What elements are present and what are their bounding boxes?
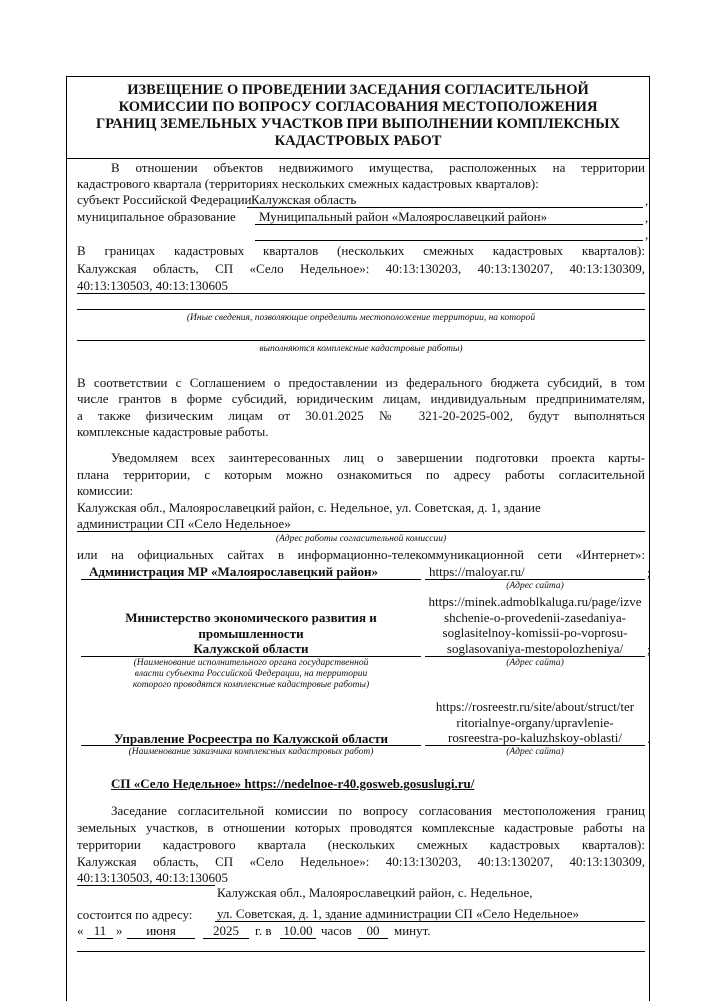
site-1-name: Администрация МР «Малоярославецкий район»: [89, 564, 379, 579]
site-2-name: [81, 610, 421, 657]
comma: ,: [645, 227, 649, 242]
site-3-url-hint: (Адрес сайта): [506, 747, 564, 757]
meeting-line-4: Калужская область, СП «Село Недельное»: 40:13:130203, 40:13:130207, 40:13:130309,: [77, 854, 645, 869]
notice-title: [67, 78, 649, 159]
meeting-month: июня: [146, 923, 176, 938]
year-suffix: г. в: [255, 923, 272, 938]
intro-line-2: кадастрового квартала (территориях нескольких смежных кадастровых кварталов):: [77, 176, 539, 191]
blank-underline: [255, 240, 643, 241]
title-line: КОМИССИИ ПО ВОПРОСУ СОГЛАСОВАНИЯ МЕСТОПОЛОЖЕНИЯ: [118, 99, 598, 115]
title-line: ИЗВЕЩЕНИЕ О ПРОВЕДЕНИИ ЗАСЕДАНИЯ СОГЛАСИТЕЛЬНОЙ: [127, 82, 589, 98]
underline: [280, 938, 316, 939]
notice-address-1: Калужская обл., Малоярославецкий район, с. Недельное, ул. Советская, д. 1, здание: [77, 500, 541, 515]
underline: [77, 293, 645, 294]
underline: [77, 951, 645, 952]
punct: ;: [647, 642, 651, 657]
notice-address-2: администрации СП «Село Недельное»: [77, 516, 291, 531]
notice-line-2: плана территории, с которым можно ознакомиться по адресу работы согласительной: [77, 467, 645, 482]
hint-other-2: выполняются комплексные кадастровые работы): [259, 344, 463, 354]
agreement-line-4: комплексные кадастровые работы.: [77, 424, 269, 439]
underline: [87, 938, 113, 939]
site-3-name-hint: (Наименование заказчика комплексных кадастровых работ): [128, 747, 374, 757]
title-line: ГРАНИЦ ЗЕМЕЛЬНЫХ УЧАСТКОВ ПРИ ВЫПОЛНЕНИИ КОМПЛЕКСНЫХ: [95, 116, 621, 132]
punct: ;: [647, 565, 651, 580]
subject-value: Калужская область: [251, 192, 357, 207]
site-1-url[interactable]: https://maloyar.ru/: [429, 564, 525, 579]
hint-line: (Наименование исполнительного органа государственной: [133, 658, 369, 668]
underline: [358, 938, 388, 939]
underline: [77, 309, 645, 310]
municipal-label: муниципальное образование: [77, 209, 236, 224]
url-line: shchenie-o-provedenii-zasedaniya-: [444, 609, 626, 625]
sp-site-link[interactable]: СП «Село Недельное» https://nedelnoe-r40.gosweb.gosuslugi.ru/: [111, 776, 475, 791]
quote-open: «: [77, 923, 84, 938]
underline: [127, 938, 195, 939]
url-line: rosreestra-po-kaluzhskoy-oblasti/: [447, 730, 622, 745]
name-line: промышленности: [198, 625, 304, 641]
name-line: Калужской области: [193, 641, 309, 656]
agreement-line-3: а также физическим лицам от 30.01.2025 № 321-20-2025-002, будут выполняться: [77, 408, 645, 423]
site-2-name-hint: [81, 658, 421, 691]
agreement-line-2: числе грантов в форме субсидий, юридическим лицам, индивидуальным предпринимателям,: [77, 391, 645, 406]
underline: [77, 885, 215, 886]
url-line: https://minek.admoblkaluga.ru/page/izve: [428, 594, 642, 609]
underline: [81, 656, 421, 657]
meeting-minute: 00: [366, 923, 380, 938]
address-hint: (Адрес работы согласительной комиссии): [275, 534, 447, 544]
quote-close: »: [116, 923, 123, 938]
meeting-addr-2: ул. Советская, д. 1, здание администрации СП «Село Недельное»: [217, 906, 580, 921]
site-3-url[interactable]: [425, 699, 645, 746]
underline: [425, 745, 645, 746]
boundaries-line-3: 40:13:130503, 40:13:130605: [77, 278, 228, 293]
underline: [425, 579, 645, 580]
site-2-url-hint: (Адрес сайта): [506, 658, 564, 668]
punct: .: [647, 731, 651, 746]
meeting-addr-1: Калужская обл., Малоярославецкий район, с. Недельное,: [217, 885, 533, 900]
boundaries-line-2: Калужская область, СП «Село Недельное»: 40:13:130203, 40:13:130207, 40:13:130309,: [77, 261, 645, 276]
agreement-line-1: В соответствии с Соглашением о предоставлении из федерального бюджета субсидий, в том: [77, 375, 645, 390]
notice-frame: [66, 76, 650, 1001]
meeting-label: состоится по адресу:: [77, 907, 193, 922]
site-2-url[interactable]: [425, 594, 645, 656]
notice-line-3: комиссии:: [77, 483, 134, 498]
meeting-hour: 10.00: [283, 923, 313, 938]
meeting-line-3: территории кадастрового квартала (нескольких смежных кадастровых кварталов):: [77, 837, 645, 852]
boundaries-line-1: В границах кадастровых кварталов (нескольких смежных кадастровых кварталов):: [77, 243, 645, 258]
title-line: КАДАСТРОВЫХ РАБОТ: [274, 133, 442, 149]
underline: [81, 579, 421, 580]
url-line: soglasovaniya-mestopolozheniya/: [446, 640, 624, 656]
meeting-year: 2025: [213, 923, 239, 938]
meeting-line-5: 40:13:130503, 40:13:130605: [77, 870, 228, 885]
meeting-day: 11: [93, 923, 107, 938]
hint-other-1: (Иные сведения, позволяющие определить местоположение территории, на которой: [186, 313, 536, 323]
meeting-line-1: Заседание согласительной комиссии по вопросу согласования местоположения границ: [111, 803, 645, 818]
intro-line-1: В отношении объектов недвижимого имущества, расположенных на территории: [111, 160, 645, 175]
municipal-value: Муниципальный район «Малоярославецкий район»: [259, 209, 548, 224]
hours-word: часов: [321, 923, 352, 938]
underline: [215, 921, 645, 922]
comma: ,: [645, 193, 649, 208]
underline: [77, 340, 645, 341]
site-1-url-hint: (Адрес сайта): [506, 581, 564, 591]
subject-label: субъект Российской Федерации: [77, 192, 252, 207]
url-line: https://rosreestr.ru/site/about/struct/ter: [435, 699, 635, 714]
hint-line: которого проводятся комплексные кадастровые работы): [132, 680, 370, 690]
underline: [425, 656, 645, 657]
notice-line-1: Уведомляем всех заинтересованных лиц о завершении подготовки проекта карты-: [111, 450, 645, 465]
underline: [203, 938, 249, 939]
comma: ,: [645, 210, 649, 225]
minutes-word: минут.: [394, 923, 431, 938]
name-line: Министерство экономического развития и: [125, 610, 377, 625]
underline: [81, 745, 421, 746]
meeting-line-2: земельных участков, в отношении которых проводятся комплексные кадастровые работы на: [77, 820, 645, 835]
url-line: soglasitelnoy-komissii-po-voprosu-: [442, 625, 628, 640]
internet-line: или на официальных сайтах в информационно-телекоммуникационной сети «Интернет»:: [77, 547, 645, 562]
site-3-name: Управление Росреестра по Калужской области: [113, 731, 389, 746]
hint-line: власти субъекта Российской Федерации, на территории: [134, 669, 368, 679]
url-line: ritorialnye-organy/upravlenie-: [456, 714, 614, 730]
underline: [77, 531, 645, 532]
